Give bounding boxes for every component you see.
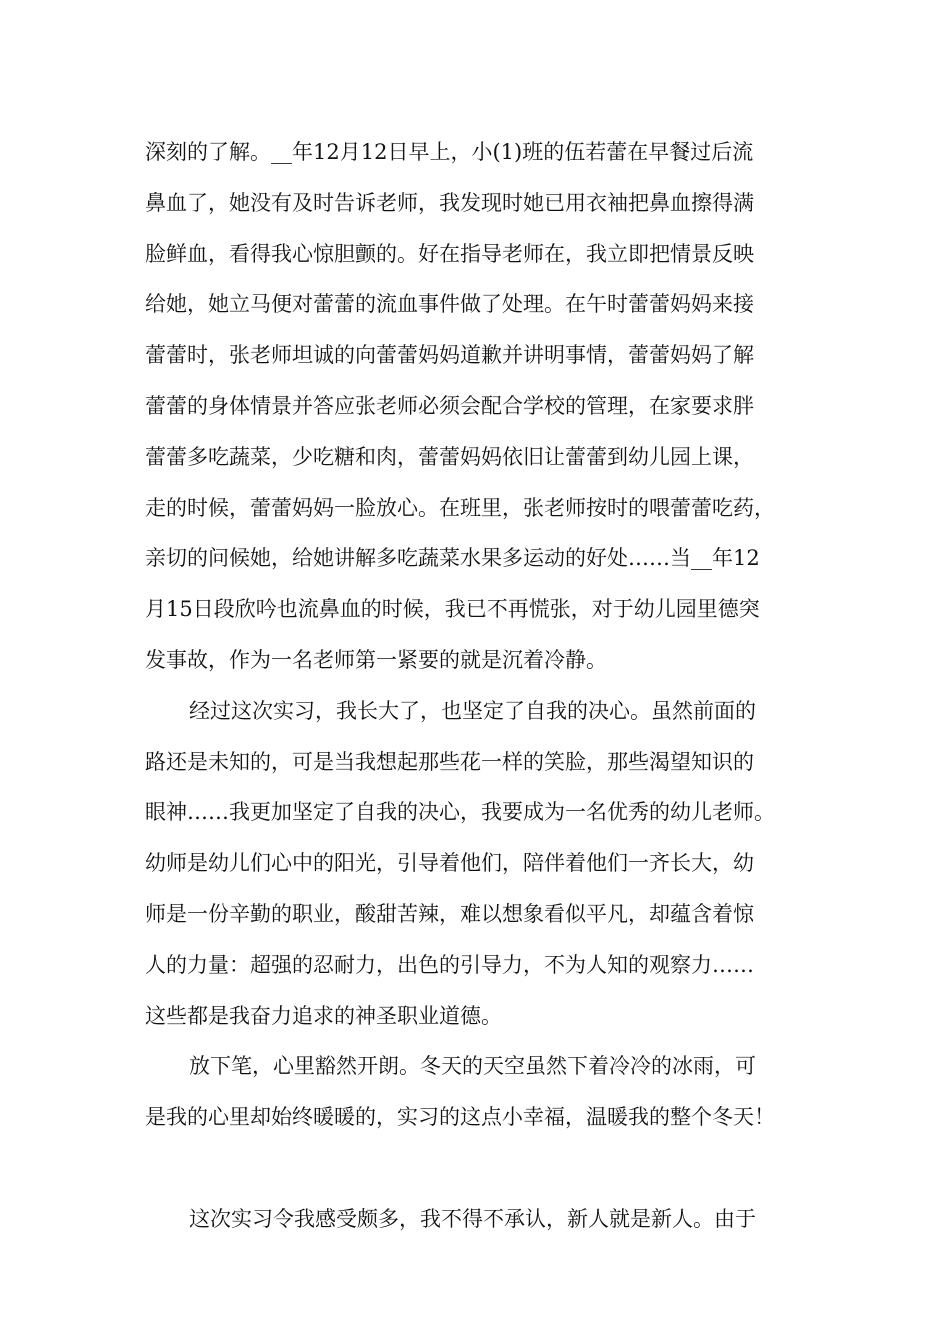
text-line: 蕾蕾的身体情景并答应张老师必须会配合学校的管理，在家要求胖 [145, 393, 754, 418]
text-line: 人的力量：超强的忍耐力，出色的引导力，不为人知的观察力…… [145, 952, 754, 977]
text-line: 蕾蕾多吃蔬菜，少吃糖和肉，蕾蕾妈妈依旧让蕾蕾到幼儿园上课， [145, 444, 754, 469]
text-line: 经过这次实习，我长大了，也坚定了自我的决心。虽然前面的 [189, 698, 756, 723]
text-line: 这次实习令我感受颇多，我不得不承认，新人就是新人。由于 [189, 1206, 756, 1231]
text-line: 给她，她立马便对蕾蕾的流血事件做了处理。在午时蕾蕾妈妈来接 [145, 292, 754, 317]
text-line: 师是一份辛勤的职业，酸甜苦辣，难以想象看似平凡，却蕴含着惊 [145, 901, 754, 926]
text-line: 放下笔，心里豁然开朗。冬天的天空虽然下着冷冷的冰雨，可 [189, 1054, 756, 1079]
text-line: 蕾蕾时，张老师坦诚的向蕾蕾妈妈道歉并讲明事情，蕾蕾妈妈了解 [145, 343, 754, 368]
document-body [145, 127, 815, 1245]
text-line: 走的时候，蕾蕾妈妈一脸放心。在班里，张老师按时的喂蕾蕾吃药， [145, 495, 775, 520]
text-line: 发事故，作为一名老师第一紧要的就是沉着冷静。 [145, 647, 607, 672]
text-line: 眼神……我更加坚定了自我的决心，我要成为一名优秀的幼儿老师。 [145, 800, 775, 825]
text-line: 深刻的了解。__年12月12日早上，小(1)班的伍若蕾在早餐过后流 [145, 140, 754, 164]
paragraph-gap [145, 1143, 815, 1194]
text-line: 幼师是幼儿们心中的阳光，引导着他们，陪伴着他们一齐长大，幼 [145, 851, 754, 876]
text-line: 亲切的问候她，给她讲解多吃蔬菜水果多运动的好处……当__年12 [145, 546, 760, 571]
text-line: 是我的心里却始终暖暖的，实习的这点小幸福，温暖我的整个冬天！ [145, 1105, 775, 1130]
text-line: 路还是未知的，可是当我想起那些花一样的笑脸，那些渴望知识的 [145, 749, 754, 774]
text-line: 月15日段欣吟也流鼻血的时候，我已不再慌张，对于幼儿园里德突 [145, 597, 760, 622]
text-line: 鼻血了，她没有及时告诉老师，我发现时她已用衣袖把鼻血擦得满 [145, 190, 754, 215]
text-line: 这些都是我奋力追求的神圣职业道德。 [145, 1003, 502, 1028]
text-line: 脸鲜血，看得我心惊胆颤的。好在指导老师在，我立即把情景反映 [145, 241, 754, 266]
